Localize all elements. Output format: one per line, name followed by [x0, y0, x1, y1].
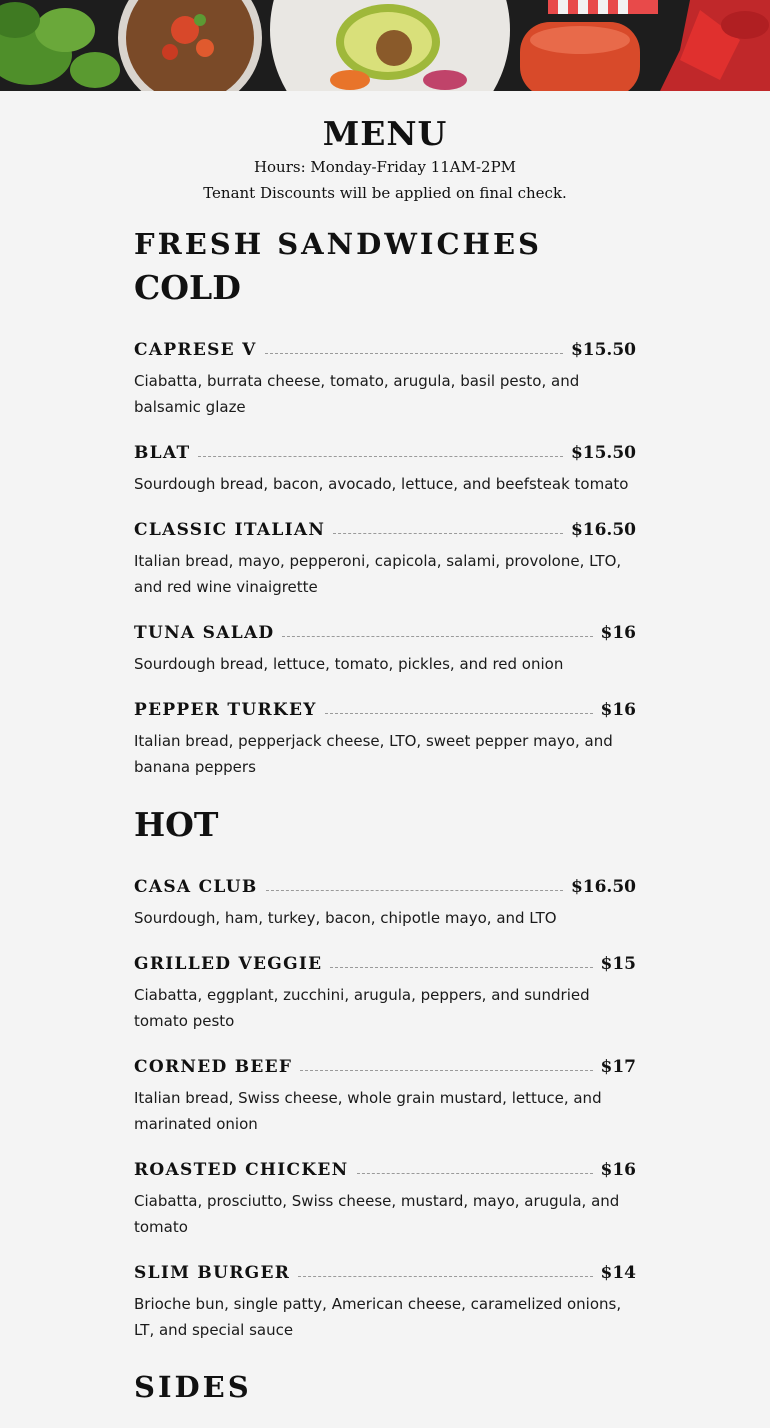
item-name: CORNED BEEF: [134, 1057, 293, 1077]
item-name: CASA CLUB: [134, 877, 258, 897]
item-description: Sourdough, ham, turkey, bacon, chipotle mayo, and LTO: [134, 909, 557, 927]
dotted-leader: [198, 456, 563, 457]
dotted-leader: [325, 713, 593, 714]
item-name: TUNA SALAD: [134, 623, 275, 643]
item-price: $16.50: [570, 877, 636, 897]
hours-text: Hours: Monday-Friday 11AM-2PM: [253, 158, 517, 176]
dotted-leader: [282, 636, 592, 637]
dotted-leader: [265, 353, 563, 354]
item-description: Brioche bun, single patty, American cheese, caramelized onions, LT, and special sauce: [134, 1295, 622, 1339]
menu-item: [134, 1057, 636, 1137]
dotted-leader: [330, 967, 592, 968]
group-title-cold: COLD: [134, 268, 241, 307]
item-description: Italian bread, mayo, pepperoni, capicola, salami, provolone, LTO, and red wine vinaigrette: [134, 552, 622, 596]
item-price: $14: [600, 1263, 636, 1283]
dotted-leader: [266, 890, 563, 891]
item-price: $15.50: [570, 443, 636, 463]
group-title-hot: HOT: [134, 805, 219, 844]
cold-items-list: [134, 340, 636, 780]
item-description: Sourdough bread, lettuce, tomato, pickles, and red onion: [134, 655, 564, 673]
page-title: MENU: [322, 114, 448, 153]
menu-item: [134, 877, 636, 931]
menu-item: [134, 700, 636, 780]
menu-item: [134, 340, 636, 420]
menu-item: [134, 1263, 636, 1343]
item-price: $15: [600, 954, 636, 974]
item-name: CLASSIC ITALIAN: [134, 520, 326, 540]
item-description: Italian bread, pepperjack cheese, LTO, sweet pepper mayo, and banana peppers: [134, 732, 613, 776]
dotted-leader: [357, 1173, 593, 1174]
item-description: Italian bread, Swiss cheese, whole grain mustard, lettuce, and marinated onion: [134, 1089, 602, 1133]
menu-item: [134, 623, 636, 677]
section-title-sides: SIDES: [134, 1370, 252, 1404]
section-title-fresh-sandwiches: FRESH SANDWICHES: [134, 227, 542, 261]
dotted-leader: [300, 1070, 592, 1071]
item-name: SLIM BURGER: [134, 1263, 291, 1283]
item-price: $16: [600, 1160, 636, 1180]
item-price: $16.50: [570, 520, 636, 540]
item-name: BLAT: [134, 443, 191, 463]
menu-item: [134, 520, 636, 600]
item-name: CAPRESE V: [134, 340, 257, 360]
item-description: Sourdough bread, bacon, avocado, lettuce, and beefsteak tomato: [134, 475, 629, 493]
menu-item: [134, 1160, 636, 1240]
item-price: $16: [600, 623, 636, 643]
item-description: Ciabatta, prosciutto, Swiss cheese, mustard, mayo, arugula, and tomato: [134, 1192, 620, 1236]
hot-items-list: [134, 877, 636, 1343]
menu-header: [0, 114, 770, 206]
item-price: $15.50: [570, 340, 636, 360]
menu-item: [134, 443, 636, 497]
item-name: ROASTED CHICKEN: [134, 1160, 349, 1180]
dotted-leader: [298, 1276, 592, 1277]
menu-item: [134, 954, 636, 1034]
hero-food-image: [0, 0, 770, 91]
item-description: Ciabatta, eggplant, zucchini, arugula, peppers, and sundried tomato pesto: [134, 986, 590, 1030]
dotted-leader: [333, 533, 563, 534]
item-price: $16: [600, 700, 636, 720]
item-price: $17: [600, 1057, 636, 1077]
discount-note: Tenant Discounts will be applied on final check.: [203, 184, 567, 202]
item-name: GRILLED VEGGIE: [134, 954, 323, 974]
item-name: PEPPER TURKEY: [134, 700, 317, 720]
menu-content: [134, 224, 636, 1407]
item-description: Ciabatta, burrata cheese, tomato, arugula, basil pesto, and balsamic glaze: [134, 372, 580, 416]
